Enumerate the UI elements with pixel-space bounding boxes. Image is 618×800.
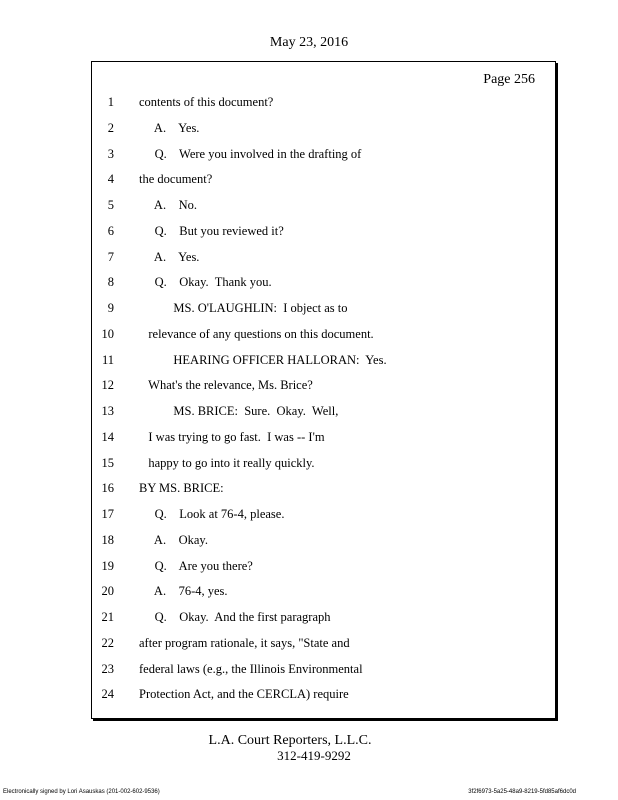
transcript-line — [92, 633, 552, 653]
line-text: A. 76-4, yes. — [139, 584, 228, 599]
line-text: Q. Okay. And the first paragraph — [139, 610, 331, 624]
line-text: BY MS. BRICE: — [139, 481, 224, 496]
transcript-line — [92, 684, 552, 704]
line-number: 19 — [101, 558, 114, 573]
line-text: A. Yes. — [139, 249, 200, 264]
line-number: 21 — [101, 610, 114, 624]
line-text: What's the relevance, Ms. Brice? — [139, 378, 313, 393]
transcript-line — [92, 247, 552, 267]
line-text: happy to go into it really quickly. — [139, 455, 315, 470]
page-number: Page 256 — [483, 72, 535, 87]
line-text: Q. Were you involved in the drafting of — [139, 146, 362, 161]
document-hash: 3f2f6973-5a25-48a9-8219-5fd85af6dc0d — [468, 789, 576, 795]
transcript-line — [92, 272, 552, 292]
transcript-line — [92, 118, 552, 138]
transcript-line — [92, 169, 552, 189]
transcript-line — [92, 453, 552, 473]
footer-phone: 312-419-9292 — [277, 748, 351, 763]
line-text: federal laws (e.g., the Illinois Environmental — [139, 661, 363, 676]
line-text: I was trying to go fast. I was -- I'm — [139, 429, 325, 444]
transcript-page — [91, 61, 556, 719]
transcript-line — [92, 375, 552, 395]
transcript-line — [92, 581, 552, 601]
transcript-line — [92, 298, 552, 318]
line-number: 1 — [107, 95, 114, 109]
line-number: 11 — [101, 352, 114, 367]
line-text: A. Okay. — [139, 532, 208, 547]
electronic-signature: Electronically signed by Lori Asauskas (201-002-602-9536) — [3, 789, 160, 795]
line-number: 5 — [107, 198, 114, 212]
line-number: 10 — [101, 326, 114, 341]
line-number: 6 — [107, 223, 114, 238]
transcript-line — [92, 427, 552, 447]
transcript-line — [92, 401, 552, 421]
transcript-line — [92, 556, 552, 576]
line-number: 4 — [107, 172, 114, 187]
line-number: 24 — [101, 687, 114, 702]
line-number: 18 — [101, 532, 114, 547]
line-number: 3 — [107, 146, 114, 161]
line-text: Q. But you reviewed it? — [139, 223, 284, 238]
line-text: Protection Act, and the CERCLA) require — [139, 687, 349, 702]
line-text: relevance of any questions on this document. — [139, 326, 374, 341]
transcript-line — [92, 530, 552, 550]
header-date: May 23, 2016 — [269, 35, 349, 50]
transcript-line — [92, 144, 552, 164]
line-text: A. No. — [139, 198, 197, 212]
line-text: MS. O'LAUGHLIN: I object as to — [139, 301, 348, 315]
transcript-line — [92, 478, 552, 498]
line-number: 12 — [101, 378, 114, 393]
line-text: after program rationale, it says, "State and — [139, 635, 350, 650]
line-text: MS. BRICE: Sure. Okay. Well, — [139, 404, 339, 418]
transcript-line — [92, 92, 552, 112]
line-number: 22 — [101, 635, 114, 650]
line-text: Q. Are you there? — [139, 558, 253, 573]
line-number: 15 — [101, 455, 114, 470]
line-number: 2 — [107, 120, 114, 135]
line-text: A. Yes. — [139, 120, 200, 135]
line-text: the document? — [139, 172, 213, 187]
transcript-line — [92, 659, 552, 679]
line-number: 8 — [107, 275, 114, 290]
transcript-line — [92, 195, 552, 215]
line-number: 13 — [101, 404, 114, 418]
line-number: 7 — [107, 249, 114, 264]
line-text: contents of this document? — [139, 95, 274, 109]
footer-company: L.A. Court Reporters, L.L.C. — [208, 733, 372, 748]
line-text: Q. Okay. Thank you. — [139, 275, 272, 290]
line-text: HEARING OFFICER HALLORAN: Yes. — [139, 352, 387, 367]
transcript-line — [92, 324, 552, 344]
transcript-line — [92, 607, 552, 627]
transcript-line — [92, 350, 552, 370]
line-text: Q. Look at 76-4, please. — [139, 507, 285, 521]
line-number: 23 — [101, 661, 114, 676]
line-number: 9 — [107, 301, 114, 315]
line-number: 17 — [101, 507, 114, 521]
line-number: 16 — [101, 481, 114, 496]
line-number: 14 — [101, 429, 114, 444]
transcript-line — [92, 504, 552, 524]
line-number: 20 — [101, 584, 114, 599]
transcript-line — [92, 221, 552, 241]
